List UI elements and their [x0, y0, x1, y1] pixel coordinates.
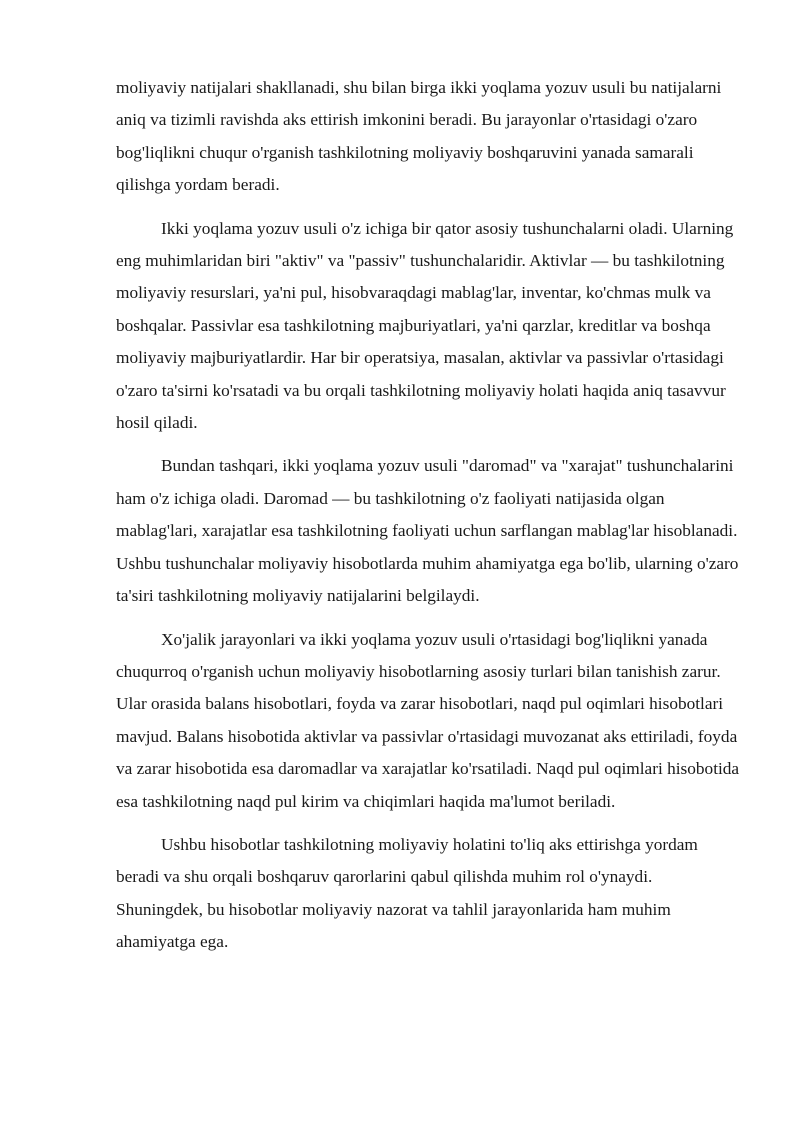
paragraph-assets-liabilities: Ikki yoqlama yozuv usuli o'z ichiga bir qator asosiy tushunchalarni oladi. Ularning eng muhimlaridan biri "aktiv" va "passiv" tushunchalaridir. Aktivlar — bu tashkilotning moliyaviy resurslari, ya'ni pul, hisobvaraqdagi mablag'lar, inventar, ko'chmas mulk va boshqalar. Passivlar esa tashkilotning majburiyatlari, ya'ni qarzlar, kreditlar va boshqa moliyaviy majburiyatlardir. Har bir operatsiya, masalan, aktivlar va passivlar o'rtasidagi o'zaro ta'sirni ko'rsatadi va bu orqali tashkilotning moliyaviy holati haqida aniq tasavvur hosil qiladi. [116, 218, 734, 433]
paragraph-financial-reports: Xo'jalik jarayonlari va ikki yoqlama yozuv usuli o'rtasidagi bog'liqlikni yanada chuqurroq o'rganish uchun moliyaviy hisobotlarning asosiy turlari bilan tanishish zarur. Ular orasida balans hisobotlari, foyda va zarar hisobotlari, naqd pul oqimlari hisobotlari mavjud. Balans hisobotida aktivlar va passivlar o'rtasidagi muvozanat aks ettiriladi, foyda va zarar hisobotida esa daromadlar va xarajatlar ko'rsatiladi. Naqd pul oqimlari hisobotida esa tashkilotning naqd pul kirim va chiqimlari haqida ma'lumot beriladi. [116, 629, 740, 811]
paragraph-continuation: moliyaviy natijalari shakllanadi, shu bilan birga ikki yoqlama yozuv usuli bu natijalarni aniq va tizimli ravishda aks ettirish imkonini beradi. Bu jarayonlar o'rtasidagi o'zaro bog'liqlikni chuqur o'rganish tashkilotning moliyaviy boshqaruvini yanada samarali qilishga yordam beradi. [116, 78, 722, 195]
paragraph-reports-role: Ushbu hisobotlar tashkilotning moliyaviy holatini to'liq aks ettirishga yordam beradi va shu orqali boshqaruv qarorlarini qabul qilishda muhim rol o'ynaydi. Shuningdek, bu hisobotlar moliyaviy nazorat va tahlil jarayonlarida ham muhim ahamiyatga ega. [116, 834, 698, 952]
paragraph-income-expense: Bundan tashqari, ikki yoqlama yozuv usuli "daromad" va "xarajat" tushunchalarini ham o'z ichiga oladi. Daromad — bu tashkilotning o'z faoliyati natijasida olgan mablag'lari, xarajatlar esa tashkilotning faoliyati uchun sarflangan mablag'lar hisoblanadi. Ushbu tushunchalar moliyaviy hisobotlarda muhim ahamiyatga ega bo'lib, ularning o'zaro ta'siri tashkilotning moliyaviy natijalarini belgilaydi. [116, 456, 739, 606]
document-page [116, 72, 741, 970]
